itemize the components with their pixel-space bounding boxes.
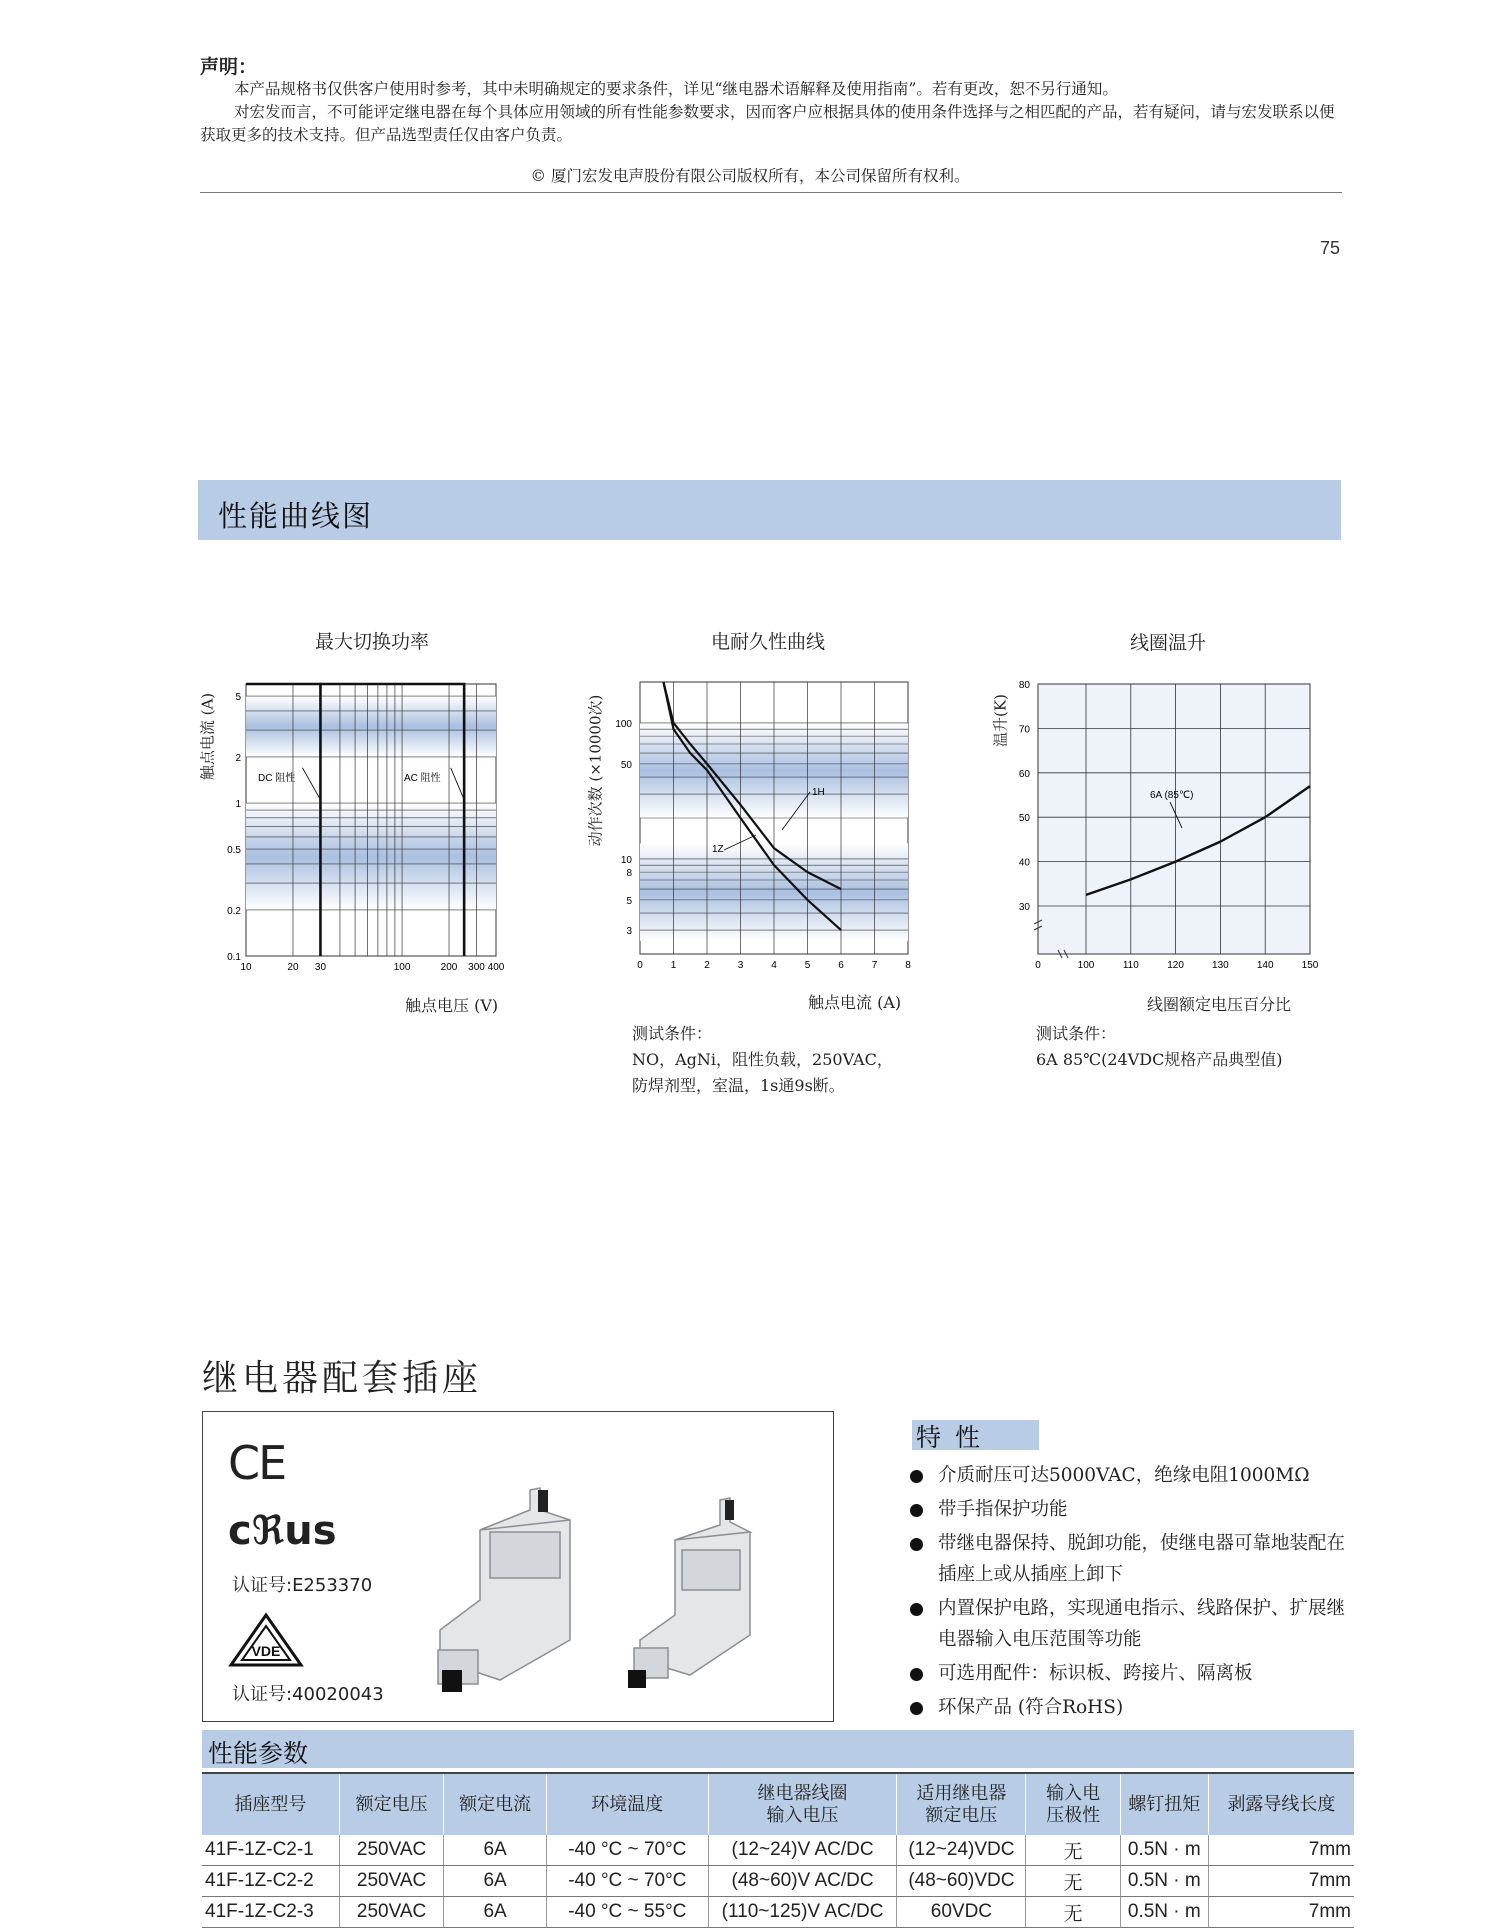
table-cell: 250VAC <box>339 1866 444 1897</box>
socket-product-image <box>420 1470 820 1715</box>
chart-3-y-tick-label: 40 <box>1018 857 1030 869</box>
table-cell: 6A <box>444 1835 546 1866</box>
chart-1-x-tick-label: 200 <box>440 962 458 973</box>
chart-1-y-tick-label: 5 <box>235 692 241 704</box>
disclaimer-title: 声明： <box>200 56 258 78</box>
chart-1-series-label-dc: DC 阻性 <box>258 773 296 784</box>
chart-1-y-tick-label: 0.5 <box>227 845 241 857</box>
chart-2-series-label-1z: 1Z <box>712 844 724 855</box>
table-cell: 41F-1Z-C2-2 <box>202 1866 339 1897</box>
table-cell: (12~24)V AC/DC <box>708 1835 897 1866</box>
params-header: 适用继电器 额定电压 <box>897 1773 1026 1835</box>
chart-3-x-tick-label: 100 <box>1077 960 1095 971</box>
chart-1-band <box>246 803 496 910</box>
table-cell: (48~60)VDC <box>897 1866 1026 1897</box>
feature-item: 介质耐压可达5000VAC，绝缘电阻1000MΩ <box>906 1460 1346 1491</box>
params-header: 额定电流 <box>444 1773 546 1835</box>
chart-3-x-tick-label: 110 <box>1122 960 1139 971</box>
ul-logo: cℜus <box>228 1508 337 1554</box>
chart-2-note-2: NO，AgNi，阻性负载，250VAC， <box>632 1050 893 1069</box>
chart-1-x-tick-label: 10 <box>240 962 252 973</box>
chart-1-y-tick-label: 0.1 <box>227 952 241 963</box>
chart-1-x-tick-label: 20 <box>287 962 299 973</box>
table-cell: 250VAC <box>339 1897 444 1928</box>
chart-2-x-tick-label: 0 <box>637 960 643 971</box>
chart-3-x-tick-label: 140 <box>1256 960 1274 971</box>
chart-2-x-tick-label: 3 <box>737 960 744 971</box>
feature-item: 环保产品 (符合RoHS) <box>906 1692 1346 1723</box>
chart-2-x-tick-label: 4 <box>771 960 777 971</box>
table-cell: 250VAC <box>339 1835 444 1866</box>
table-cell: 0.5N · m <box>1120 1866 1208 1897</box>
params-header: 插座型号 <box>202 1773 339 1835</box>
table-cell: -40 °C ~ 70°C <box>546 1866 708 1897</box>
disclaimer-paragraph-2: 对宏发而言，不可能评定继电器在每个具体应用领域的所有性能参数要求，因而客户应根据具体的使用条件选择与之相匹配的产品，若有疑问，请与宏发联系以便获取更多的技术支持。但产品选型责任仅由客户负责。 <box>200 103 1335 144</box>
chart-3-y-tick-label: 50 <box>1018 813 1030 825</box>
chart-2-x-tick-label: 8 <box>905 960 911 971</box>
chart-1-ylabel: 触点电流 (A) <box>198 692 217 781</box>
chart-2-x-tick-label: 7 <box>871 960 878 971</box>
divider <box>200 192 1342 193</box>
chart-2-y-tick-label: 8 <box>626 868 632 880</box>
chart-2-y-tick-label: 10 <box>620 854 632 866</box>
table-cell: 无 <box>1026 1897 1120 1928</box>
chart-2-y-tick-label: 3 <box>626 926 632 938</box>
chart-3-note-1: 测试条件： <box>1036 1024 1117 1043</box>
chart-3-note-2: 6A 85℃(24VDC规格产品典型值) <box>1036 1050 1283 1069</box>
chart-3-x-tick-label: 0 <box>1035 960 1041 971</box>
chart-3-title: 线圈温升 <box>1129 632 1206 654</box>
chart-2-title: 电耐久性曲线 <box>710 631 825 653</box>
chart-3-y-tick-label: 30 <box>1018 902 1030 913</box>
chart-3-y-tick-label: 60 <box>1018 768 1030 780</box>
chart-1-x-tick-label: 400 <box>487 962 505 973</box>
vde-logo <box>228 1612 304 1668</box>
table-cell: -40 °C ~ 55°C <box>546 1897 708 1928</box>
params-header: 剥露导线长度 <box>1208 1773 1354 1835</box>
chart-2-note-1: 测试条件： <box>632 1024 713 1043</box>
table-row <box>202 1897 1354 1928</box>
chart-3-plot-frame <box>1038 684 1310 954</box>
chart-3-y-tick-label: 80 <box>1018 680 1030 691</box>
chart-2-series-label-1h: 1H <box>812 787 825 798</box>
table-cell: 无 <box>1026 1835 1120 1866</box>
chart-1-xlabel: 触点电压 (V) <box>405 996 499 1015</box>
chart-2-y-tick-label: 50 <box>620 759 632 771</box>
table-cell: 41F-1Z-C2-1 <box>202 1835 339 1866</box>
chart-2-x-tick-label: 2 <box>704 960 710 971</box>
vde-cert-number: 认证号:40020043 <box>232 1684 384 1705</box>
chart-2-note-3: 防焊剂型，室温，1s通9s断。 <box>632 1076 845 1095</box>
chart-3-xlabel: 线圈额定电压百分比 <box>1147 995 1292 1014</box>
table-row <box>202 1835 1354 1866</box>
table-cell: 0.5N · m <box>1120 1897 1208 1928</box>
chart-1-x-tick-label: 300 <box>468 962 485 973</box>
table-cell: -40 °C ~ 70°C <box>546 1835 708 1866</box>
chart-1-y-tick-label: 0.2 <box>227 905 241 917</box>
table-cell: (12~24)VDC <box>897 1835 1026 1866</box>
params-title: 性能参数 <box>208 1739 309 1768</box>
table-cell: 7mm <box>1208 1866 1354 1897</box>
table-cell: 无 <box>1026 1866 1120 1897</box>
chart-2-x-tick-label: 6 <box>838 960 844 971</box>
table-cell: 41F-1Z-C2-3 <box>202 1897 339 1928</box>
table-row <box>202 1866 1354 1897</box>
chart-1-x-tick-label: 30 <box>314 962 327 973</box>
section-title-performance: 性能曲线图 <box>218 499 374 533</box>
chart-3-ylabel: 温升(K) <box>991 694 1010 747</box>
table-cell: 7mm <box>1208 1835 1354 1866</box>
features-list <box>906 1460 1346 1726</box>
params-header: 螺钉扭矩 <box>1120 1773 1208 1835</box>
params-header: 输入电 压极性 <box>1026 1773 1120 1835</box>
chart-3-x-tick-label: 120 <box>1167 960 1184 971</box>
chart-2-x-tick-label: 1 <box>670 960 677 971</box>
feature-item: 内置保护电路，实现通电指示、线路保护、扩展继电器输入电压范围等功能 <box>906 1593 1346 1655</box>
page-number: 75 <box>1320 238 1341 258</box>
chart-3-y-tick-label: 70 <box>1018 724 1030 736</box>
chart-2-xlabel: 触点电流 (A) <box>808 993 902 1012</box>
table-cell: (48~60)V AC/DC <box>708 1866 897 1897</box>
copyright-notice: © 厦门宏发电声股份有限公司版权所有，本公司保留所有权利。 <box>530 167 970 185</box>
chart-2-y-tick-label: 100 <box>615 718 632 730</box>
params-header-row <box>202 1773 1354 1835</box>
table-cell: (110~125)V AC/DC <box>708 1897 897 1928</box>
chart-1-x-tick-label: 100 <box>393 962 411 973</box>
ce-logo: CE <box>228 1436 286 1490</box>
chart-1-series-label-ac: AC 阻性 <box>404 773 441 784</box>
chart-3-x-tick-label: 130 <box>1212 960 1229 971</box>
chart-1-title: 最大切换功率 <box>314 631 429 653</box>
chart-2-x-tick-label: 5 <box>804 960 811 971</box>
params-header: 额定电压 <box>339 1773 444 1835</box>
chart-1-y-tick-label: 2 <box>235 752 241 764</box>
params-header: 环境温度 <box>546 1773 708 1835</box>
socket-section-title: 继电器配套插座 <box>202 1358 483 1399</box>
ul-cert-number: 认证号:E253370 <box>232 1575 373 1596</box>
chart-2-ylabel: 动作次数 (×10000次) <box>586 694 605 847</box>
table-cell: 7mm <box>1208 1897 1354 1928</box>
chart-3-series-label: 6A (85℃) <box>1150 790 1194 801</box>
table-cell: 6A <box>444 1897 546 1928</box>
table-cell: 0.5N · m <box>1120 1835 1208 1866</box>
table-cell: 60VDC <box>897 1897 1026 1928</box>
feature-item: 带手指保护功能 <box>906 1494 1346 1525</box>
chart-2-y-tick-label: 5 <box>626 895 632 907</box>
feature-item: 带继电器保持、脱卸功能，使继电器可靠地装配在插座上或从插座上卸下 <box>906 1528 1346 1590</box>
chart-1-y-tick-label: 1 <box>235 799 241 811</box>
features-title: 特性 <box>916 1423 995 1452</box>
params-band <box>202 1730 1354 1768</box>
disclaimer-paragraph-1: 本产品规格书仅供客户使用时参考，其中未明确规定的要求条件，详见“继电器术语解释及使用指南”。若有更改，恕不另行通知。 <box>234 80 1118 98</box>
feature-item: 可选用配件：标识板、跨接片、隔离板 <box>906 1658 1346 1689</box>
vde-logo-text: VDE <box>251 1643 281 1659</box>
params-header: 继电器线圈 输入电压 <box>708 1773 897 1835</box>
chart-1-plot <box>190 670 520 1000</box>
params-table <box>202 1772 1354 1928</box>
chart-3-x-tick-label: 150 <box>1301 960 1319 971</box>
chart-3-plot <box>1000 670 1340 980</box>
table-cell: 6A <box>444 1866 546 1897</box>
chart-1-band <box>246 696 496 757</box>
chart-2-plot <box>600 670 920 980</box>
